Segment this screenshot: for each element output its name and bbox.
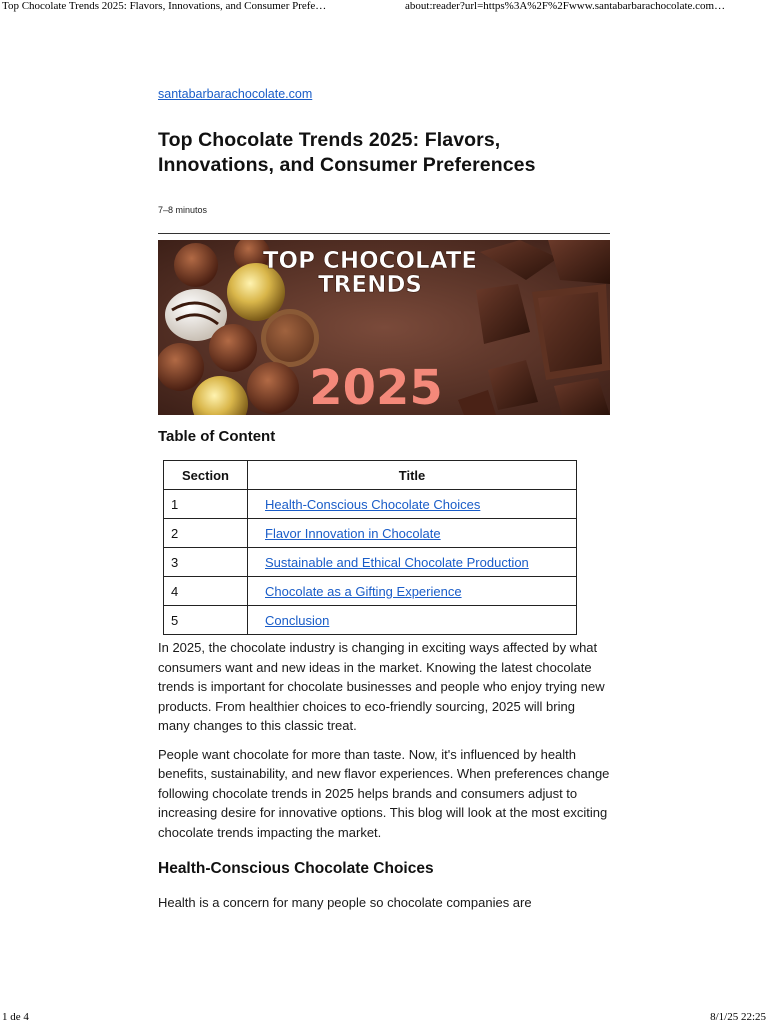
intro-paragraph-2: People want chocolate for more than taste. Now, it's influenced by health benefits, sustainability, and new flavor experiences. When preferences change following chocolate trends in 2025 helps brands and consumers adjust to increasing desire for innovative options. This blog will look at the most exciting chocolate trends impacting the market. [158,746,610,840]
toc-link[interactable]: Conclusion [265,612,330,628]
hero-title-line2: TRENDS [317,272,423,298]
toc-link[interactable]: Chocolate as a Gifting Experience [265,583,462,599]
intro-paragraph-1: In 2025, the chocolate industry is changing in exciting ways affected by what consumers want and new ideas in the market. Knowing the latest chocolate trends is important for chocolate businesses and people who enjoy trying new products. From healthier choices to eco-friendly sourcing, 2025 will bring many changes to this classic treat. [158,640,605,733]
table-row [164,519,577,548]
toc-row-number: 4 [164,577,248,606]
hero-image [158,240,610,415]
toc-row-number: 2 [164,519,248,548]
table-row [164,548,577,577]
toc-link[interactable]: Sustainable and Ethical Chocolate Production [265,554,529,570]
table-row [164,490,577,519]
print-timestamp: 8/1/25 22:25 [710,1011,766,1023]
section-heading-health: Health-Conscious Chocolate Choices [158,860,434,877]
page-counter: 1 de 4 [2,1011,29,1023]
section-paragraph: Health is a concern for many people so chocolate companies are [158,895,532,910]
toc-row-link-cell [248,548,577,577]
toc-link[interactable]: Flavor Innovation in Chocolate [265,525,441,541]
print-header [0,0,768,14]
table-row [164,606,577,635]
article-title: Top Chocolate Trends 2025: Flavors, Innovations, and Consumer Preferences [158,129,536,176]
toc-table [163,460,577,635]
reader-article [158,86,610,913]
header-divider [158,233,610,234]
toc-col-section: Section [164,461,248,490]
toc-heading: Table of Content [158,428,276,445]
print-header-title: Top Chocolate Trends 2025: Flavors, Innovations, and Consumer Prefe… [2,0,327,12]
toc-row-link-cell [248,577,577,606]
toc-row-number: 1 [164,490,248,519]
toc-header-row [164,461,577,490]
reading-time: 7–8 minutos [158,205,208,215]
toc-row-link-cell [248,606,577,635]
table-row [164,577,577,606]
toc-row-link-cell [248,490,577,519]
hero-title-line1: TOP CHOCOLATE [262,248,478,274]
print-header-url: about:reader?url=https%3A%2F%2Fwww.santabarbarachocolate.com… [405,0,726,12]
toc-row-number: 5 [164,606,248,635]
toc-link[interactable]: Health-Conscious Chocolate Choices [265,496,481,512]
toc-col-title: Title [248,461,577,490]
print-footer [0,1011,768,1025]
hero-year: 2025 [309,360,443,415]
toc-row-number: 3 [164,548,248,577]
toc-row-link-cell [248,519,577,548]
source-domain-link[interactable]: santabarbarachocolate.com [158,87,313,101]
